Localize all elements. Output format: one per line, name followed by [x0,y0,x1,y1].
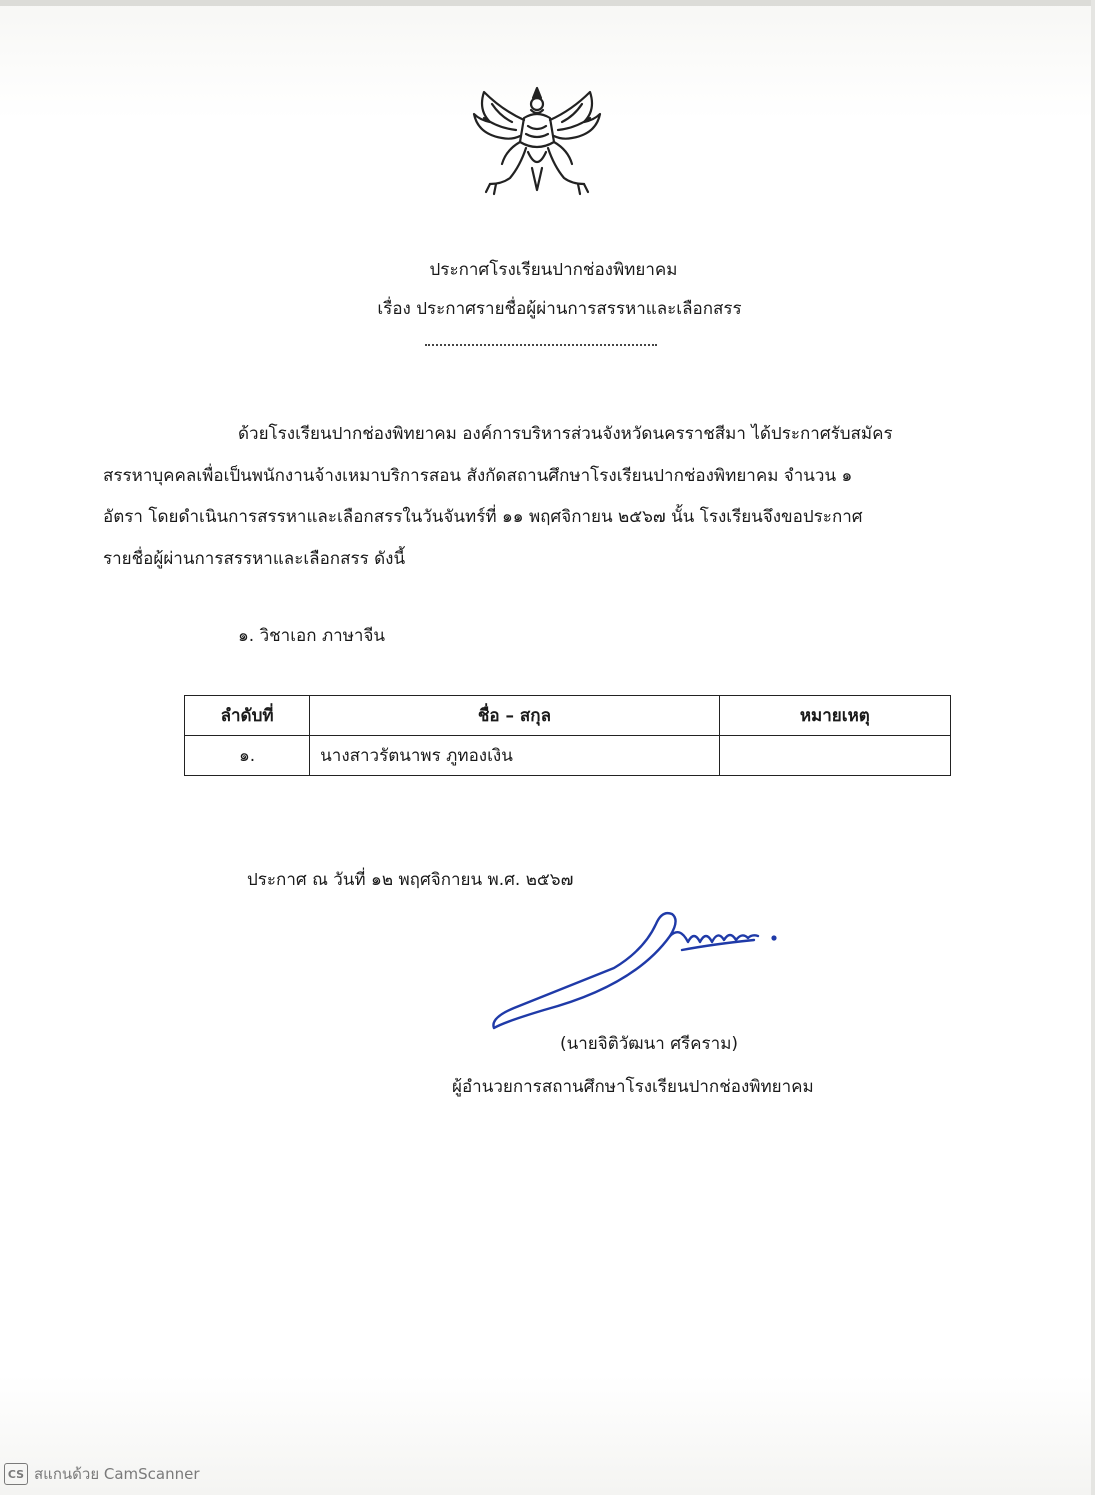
subject-item: ๑. วิชาเอก ภาษาจีน [238,626,386,646]
signer-position: ผู้อำนวยการสถานศึกษาโรงเรียนปากช่องพิทยาคม [452,1077,814,1097]
body-paragraph-line: รายชื่อผู้ผ่านการสรรหาและเลือกสรร ดังนี้ [103,549,406,569]
signer-name: (นายจิติวัฒนา ศรีคราม) [560,1034,739,1054]
table-row [185,736,951,776]
cell-order: ๑. [185,736,310,776]
cell-note [719,736,950,776]
body-paragraph-line: สรรหาบุคคลเพื่อเป็นพนักงานจ้างเหมาบริการสอน สังกัดสถานศึกษาโรงเรียนปากช่องพิทยาคม จำนวน ๑ [103,466,853,486]
document-subject: เรื่อง ประกาศรายชื่อผู้ผ่านการสรรหาและเลือกสรร [377,299,742,319]
scan-edge-top [0,0,1095,6]
cell-name: นางสาวรัตนาพร ภูทองเงิน [310,736,720,776]
body-paragraph-line: อัตรา โดยดำเนินการสรรหาและเลือกสรรในวันจันทร์ที่ ๑๑ พฤศจิกายน ๒๕๖๗ นั้น โรงเรียนจึงขอประกาศ [103,507,863,527]
column-header-note: หมายเหตุ [719,696,950,736]
garuda-emblem-icon [462,80,612,200]
document-title: ประกาศโรงเรียนปากช่องพิทยาคม [429,260,678,280]
watermark-text: สแกนด้วย CamScanner [34,1465,200,1483]
camscanner-logo-icon: CS [4,1463,28,1485]
handwritten-signature [484,900,784,1040]
table-header-row [185,696,951,736]
results-table [184,695,951,776]
dotted-separator [425,338,657,346]
announcement-date: ประกาศ ณ วันที่ ๑๒ พฤศจิกายน พ.ศ. ๒๕๖๗ [247,870,574,890]
column-header-name: ชื่อ – สกุล [310,696,720,736]
body-paragraph-line: ด้วยโรงเรียนปากช่องพิทยาคม องค์การบริหารส่วนจังหวัดนครราชสีมา ได้ประกาศรับสมัคร [238,424,893,444]
scan-edge-right [1091,0,1095,1495]
camscanner-watermark [4,1462,200,1486]
column-header-order: ลำดับที่ [185,696,310,736]
